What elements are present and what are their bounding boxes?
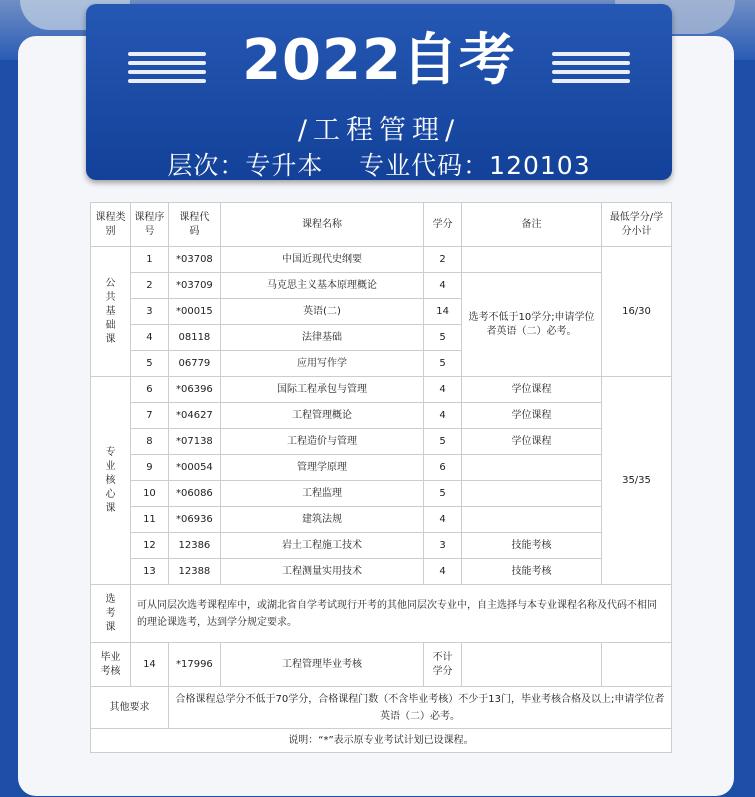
seq-cell: 11 (130, 507, 168, 533)
code-cell: *17996 (168, 643, 220, 687)
credit-cell: 不计学分 (424, 643, 462, 687)
course-name-cell: 国际工程承包与管理 (220, 377, 423, 403)
seq-cell: 4 (130, 325, 168, 351)
table-row (91, 507, 672, 533)
code-cell: *04627 (168, 403, 220, 429)
code-cell: 06779 (168, 351, 220, 377)
header-seq: 课程序号 (130, 203, 168, 247)
credit-cell: 5 (424, 429, 462, 455)
code-cell: *00054 (168, 455, 220, 481)
course-name-cell: 工程管理概论 (220, 403, 423, 429)
footnote-text: 说明：“*”表示原专业考试计划已设课程。 (91, 729, 672, 753)
footnote-row (91, 729, 672, 753)
category-cell: 专业核心课 (91, 377, 131, 585)
seq-cell: 1 (130, 247, 168, 273)
seq-cell: 2 (130, 273, 168, 299)
seq-cell: 7 (130, 403, 168, 429)
course-name-cell: 建筑法规 (220, 507, 423, 533)
credit-cell: 2 (424, 247, 462, 273)
remark-cell: 学位课程 (462, 429, 602, 455)
remark-cell: 选考不低于10学分;申请学位者英语（二）必考。 (462, 273, 602, 377)
course-name-cell: 英语(二) (220, 299, 423, 325)
table-row (91, 403, 672, 429)
course-name-cell: 法律基础 (220, 325, 423, 351)
remark-cell: 技能考核 (462, 559, 602, 585)
code-cell: 12386 (168, 533, 220, 559)
header-category: 课程类别 (91, 203, 131, 247)
table-row (91, 377, 672, 403)
course-table (90, 202, 672, 753)
elective-row (91, 585, 672, 643)
credit-cell: 14 (424, 299, 462, 325)
credit-cell: 4 (424, 403, 462, 429)
seq-cell: 12 (130, 533, 168, 559)
header-subtotal: 最低学分/学分小计 (602, 203, 672, 247)
seq-cell: 3 (130, 299, 168, 325)
remark-cell: 技能考核 (462, 533, 602, 559)
course-name-cell: 岩土工程施工技术 (220, 533, 423, 559)
course-name-cell: 工程管理毕业考核 (220, 643, 423, 687)
code-cell: *06086 (168, 481, 220, 507)
credit-cell: 4 (424, 559, 462, 585)
credit-cell: 5 (424, 351, 462, 377)
code-cell: *03708 (168, 247, 220, 273)
credit-cell: 6 (424, 455, 462, 481)
seq-cell: 9 (130, 455, 168, 481)
code-cell: *03709 (168, 273, 220, 299)
seq-cell: 10 (130, 481, 168, 507)
table-row (91, 247, 672, 273)
page-title: 2022自考 (242, 28, 516, 93)
category-cell: 公共基础课 (91, 247, 131, 377)
level-and-code: 层次：专升本 专业代码：120103 (167, 151, 591, 180)
credit-cell: 5 (424, 325, 462, 351)
header-name: 课程名称 (220, 203, 423, 247)
remark-cell (462, 247, 602, 273)
credit-cell: 4 (424, 507, 462, 533)
code-cell: *06396 (168, 377, 220, 403)
table-row (91, 273, 672, 299)
header-remark: 备注 (462, 203, 602, 247)
code-cell: 12388 (168, 559, 220, 585)
remark-cell: 学位课程 (462, 377, 602, 403)
other-requirements-row (91, 687, 672, 729)
table-row (91, 533, 672, 559)
table-row (91, 429, 672, 455)
remark-cell (462, 481, 602, 507)
code-cell: *00015 (168, 299, 220, 325)
table-row (91, 481, 672, 507)
seq-cell: 8 (130, 429, 168, 455)
seq-cell: 14 (130, 643, 168, 687)
course-name-cell: 马克思主义基本原理概论 (220, 273, 423, 299)
credit-cell: 5 (424, 481, 462, 507)
graduation-row (91, 643, 672, 687)
course-name-cell: 工程造价与管理 (220, 429, 423, 455)
subtotal-cell: 35/35 (602, 377, 672, 585)
table-header-row (91, 203, 672, 247)
header-banner (86, 4, 672, 180)
course-name-cell: 管理学原理 (220, 455, 423, 481)
code-cell: 08118 (168, 325, 220, 351)
header-credit: 学分 (424, 203, 462, 247)
elective-category-cell: 选考课 (91, 585, 131, 643)
major-name: /工程管理/ (297, 115, 461, 146)
course-name-cell: 工程监理 (220, 481, 423, 507)
other-label: 其他要求 (91, 687, 169, 729)
elective-text: 可从同层次选考课程库中，或湖北省自学考试现行开考的其他同层次专业中，自主选择与本专业课程名称及代码不相同的理论课选考，达到学分规定要求。 (130, 585, 671, 643)
remark-cell (462, 507, 602, 533)
seq-cell: 5 (130, 351, 168, 377)
course-name-cell: 工程测量实用技术 (220, 559, 423, 585)
subtotal-cell (602, 643, 672, 687)
credit-cell: 4 (424, 377, 462, 403)
remark-cell (462, 643, 602, 687)
subtotal-cell: 16/30 (602, 247, 672, 377)
remark-cell (462, 455, 602, 481)
course-name-cell: 应用写作学 (220, 351, 423, 377)
course-name-cell: 中国近现代史纲要 (220, 247, 423, 273)
remark-cell: 学位课程 (462, 403, 602, 429)
other-text: 合格课程总学分不低于70学分，合格课程门数（不含毕业考核）不少于13门，毕业考核合格及以上;申请学位者英语（二）必考。 (168, 687, 671, 729)
seq-cell: 6 (130, 377, 168, 403)
seq-cell: 13 (130, 559, 168, 585)
code-cell: *06936 (168, 507, 220, 533)
table-row (91, 559, 672, 585)
code-cell: *07138 (168, 429, 220, 455)
credit-cell: 4 (424, 273, 462, 299)
graduation-category-cell: 毕业考核 (91, 643, 131, 687)
credit-cell: 3 (424, 533, 462, 559)
header-code: 课程代码 (168, 203, 220, 247)
table-row (91, 455, 672, 481)
